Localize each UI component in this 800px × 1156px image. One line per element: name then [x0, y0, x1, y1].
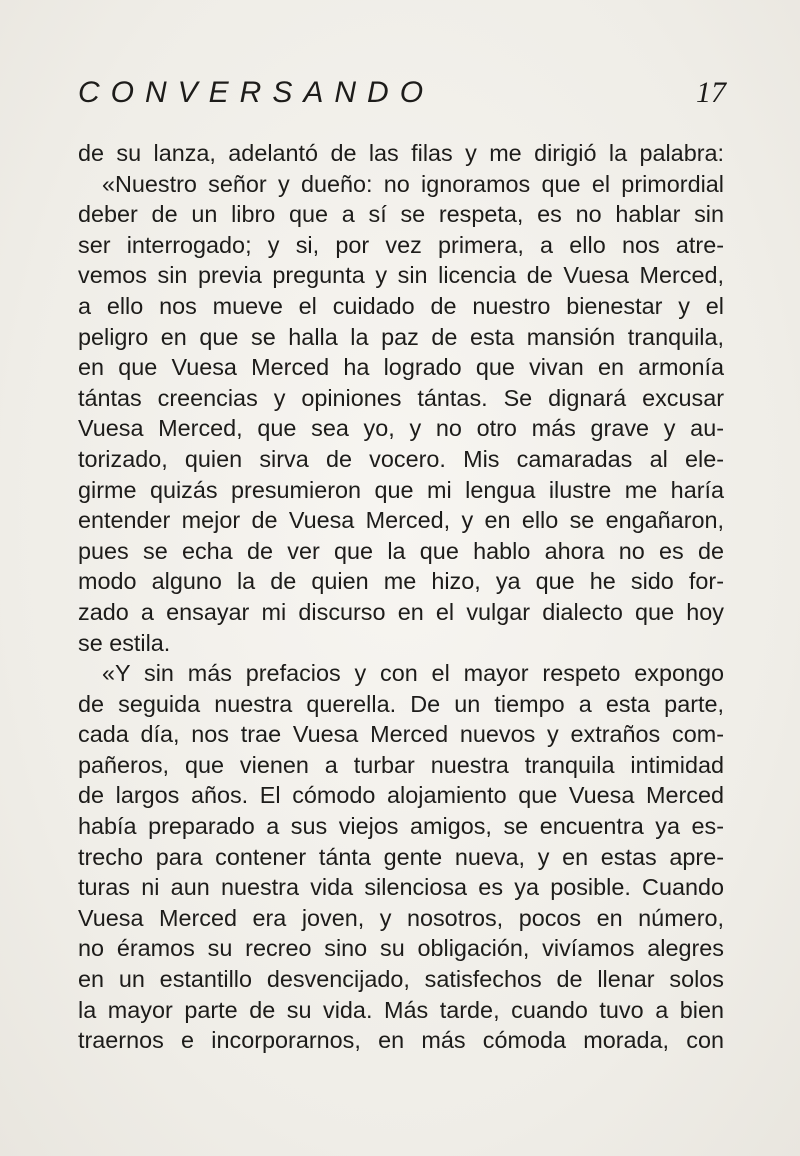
text-line: se estila.	[78, 629, 171, 656]
text-line: trecho para contener tánta gente nueva, y en estas apre-	[78, 843, 724, 870]
text-line: girme quizás presumieron que mi lengua ilustre me haría	[78, 476, 724, 503]
text-line: entender mejor de Vuesa Merced, y en ello se engañaron,	[78, 507, 724, 534]
text-line: la mayor parte de su vida. Más tarde, cuando tuvo a bien	[78, 996, 724, 1023]
text-line: de seguida nuestra querella. De un tiempo a esta parte,	[78, 690, 724, 717]
text-line: pues se echa de ver que la que hablo ahora no es de	[78, 537, 724, 564]
text-line: en un estantillo desvencijado, satisfechos de llenar solos	[78, 966, 724, 993]
running-head-title: CONVERSANDO	[78, 76, 435, 109]
text-line: había preparado a sus viejos amigos, se encuentra ya es-	[78, 813, 724, 840]
text-line: peligro en que se halla la paz de esta mansión tranquila,	[78, 323, 724, 350]
text-line: modo alguno la de quien me hizo, ya que he sido for-	[78, 568, 724, 595]
text-line: «Nuestro señor y dueño: no ignoramos que el primordial	[102, 170, 724, 197]
text-line: traernos e incorporarnos, en más cómoda morada, con	[78, 1027, 724, 1054]
text-line: turas ni aun nuestra vida silenciosa es ya posible. Cuando	[78, 874, 724, 901]
text-line: no éramos su recreo sino su obligación, vivíamos alegres	[78, 935, 724, 962]
page-number: 17	[696, 76, 726, 109]
running-head	[78, 76, 730, 116]
text-line: de largos años. El cómodo alojamiento que Vuesa Merced	[78, 782, 724, 809]
text-line: vemos sin previa pregunta y sin licencia de Vuesa Merced,	[78, 262, 724, 289]
text-line: «Y sin más prefacios y con el mayor respeto expongo	[102, 660, 724, 687]
text-line: cada día, nos trae Vuesa Merced nuevos y extraños com-	[78, 721, 724, 748]
text-line: de su lanza, adelantó de las filas y me dirigió la palabra:	[78, 140, 724, 166]
text-line: en que Vuesa Merced ha logrado que vivan en armonía	[78, 354, 724, 381]
text-line: torizado, quien sirva de vocero. Mis camaradas al ele-	[78, 445, 724, 472]
text-line: a ello nos mueve el cuidado de nuestro bienestar y el	[78, 292, 724, 319]
text-line: Vuesa Merced, que sea yo, y no otro más grave y au-	[78, 415, 724, 442]
text-line: tántas creencias y opiniones tántas. Se dignará excusar	[78, 384, 724, 411]
text-line: pañeros, que vienen a turbar nuestra tranquila intimidad	[78, 751, 724, 778]
text-line: zado a ensayar mi discurso en el vulgar dialecto que hoy	[78, 598, 724, 625]
text-line: Vuesa Merced era joven, y nosotros, pocos en número,	[78, 904, 724, 931]
text-line: ser interrogado; y si, por vez primera, a ello nos atre-	[78, 231, 724, 258]
text-line: deber de un libro que a sí se respeta, es no hablar sin	[78, 201, 724, 228]
body-text	[78, 138, 724, 1056]
